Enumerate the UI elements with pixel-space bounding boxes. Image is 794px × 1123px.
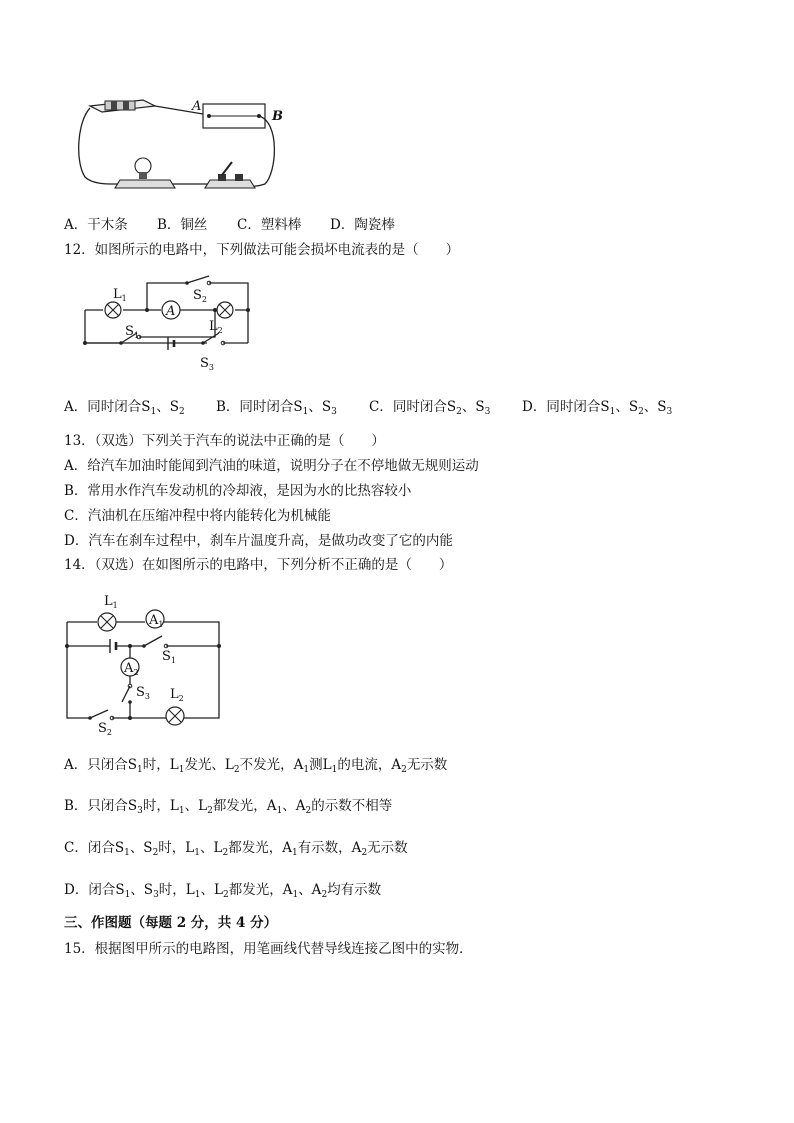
lamp (115, 158, 175, 188)
option-subscript: 1 (178, 806, 185, 816)
option-text-segment: 的示数不相等 (311, 798, 393, 814)
q12-option-b[interactable]: B．同时闭合$S_1$、$S_3$ (216, 399, 337, 417)
option-text-segment: 无示数 (367, 840, 408, 856)
option-subscript: 1 (331, 765, 338, 775)
option-subscript: 2 (321, 890, 328, 900)
label-b: B (272, 109, 283, 124)
lamp-l2 (166, 707, 184, 725)
option-text-segment: A．只闭合S (64, 757, 137, 773)
ammeter-label: A (166, 304, 176, 319)
option-subscript: 1 (194, 848, 200, 858)
option-subscript: 2 (222, 848, 229, 858)
option-text-segment: 时，L (158, 882, 195, 898)
option-text-segment: 测L (309, 757, 332, 773)
option-subscript: 3 (153, 890, 159, 900)
option-text-segment: C．闭合S (64, 840, 125, 856)
option-text-segment: B．只闭合S (64, 798, 138, 814)
q13-option-b[interactable]: B．常用水作汽车发动机的冷却液，是因为水的比热容较小 (64, 483, 412, 499)
option-subscript: 2 (401, 765, 407, 775)
option-subscript: 1 (124, 890, 131, 900)
q11-option-a[interactable]: A．干木条 (64, 217, 128, 233)
label-s2: $S_2$ (98, 721, 112, 737)
option-subscript: 1 (124, 848, 130, 858)
option-subscript: 3 (137, 806, 143, 816)
option-subscript: 2 (222, 890, 229, 900)
label-l2: $L_2$ (209, 319, 223, 335)
option-text-segment: 无示数 (406, 757, 448, 773)
option-text-segment: 、S (129, 840, 153, 856)
lamp-l1 (98, 613, 116, 631)
option-subscript: 2 (207, 806, 213, 816)
option-subscript: 2 (305, 806, 312, 816)
label-s3: $S_3$ (136, 685, 150, 701)
label-s2: $S_2$ (193, 288, 207, 304)
q13-option-d[interactable]: D．汽车在刹车过程中，刹车片温度升高，是做功改变了它的内能 (64, 533, 453, 549)
option-subscript: 1 (291, 848, 298, 858)
lamp-l2 (217, 302, 233, 318)
option-text-segment: 都发光，A (228, 840, 292, 856)
label-a2: $A_2$ (124, 661, 139, 677)
q12-circuit-diagram (75, 275, 275, 375)
q13-option-a[interactable]: A．给汽车加油时能闻到汽油的味道，说明分子在不停地做无规则运动 (64, 458, 479, 474)
q12-stem: 12．如图所示的电路中，下列做法可能会损坏电流表的是（ ） (64, 242, 460, 258)
option-text-segment: 有示数，A (297, 840, 362, 856)
label-l1: $L_1$ (104, 594, 118, 610)
q12-option-d[interactable]: D．同时闭合$S_1$、$S_2$、$S_3$ (522, 399, 673, 417)
label-a: A (192, 99, 202, 114)
q14-option-b[interactable] (64, 797, 392, 815)
option-text-segment: 的电流，A (337, 757, 402, 773)
option-subscript: 2 (361, 848, 368, 858)
knife-switch (205, 162, 255, 188)
option-text-segment: 都发光，A (212, 798, 277, 814)
option-subscript: 1 (303, 765, 310, 775)
option-text-segment: 时，L (142, 798, 179, 814)
option-subscript: 1 (292, 890, 299, 900)
q11-option-b[interactable]: B．铜丝 (157, 217, 208, 233)
option-text-segment: 、S (130, 882, 154, 898)
option-subscript: 2 (152, 848, 159, 858)
q12-option-c[interactable]: C．同时闭合$S_2$、$S_3$ (369, 399, 491, 417)
option-text-segment: 时，L (142, 757, 179, 773)
option-text-segment: 都发光，A (228, 882, 293, 898)
option-text-segment: 、L (184, 798, 208, 814)
section-title: 三、作图题（每题 2 分，共 4 分） (64, 915, 278, 931)
battery-box (90, 100, 155, 112)
label-l2: $L_2$ (170, 687, 184, 703)
label-s1: $S_1$ (162, 649, 176, 665)
option-subscript: 1 (276, 806, 283, 816)
option-text-segment: 发光、L (184, 757, 234, 773)
label-s1: $S_1$ (125, 324, 139, 340)
option-subscript: 2 (233, 765, 240, 775)
option-subscript: 1 (178, 765, 185, 775)
lamp-l1 (105, 302, 121, 318)
q11-option-d[interactable]: D．陶瓷棒 (330, 217, 395, 233)
option-text-segment: 均有示数 (327, 882, 382, 898)
q14-option-c[interactable] (64, 839, 408, 857)
option-text-segment: 、L (200, 840, 223, 856)
q14-stem: 14．（双选）在如图所示的电路中，下列分析不正确的是（ ） (64, 557, 453, 573)
option-text-segment: 、A (282, 798, 306, 814)
q14-option-d[interactable] (64, 881, 381, 899)
option-text-segment: 不发光，A (239, 757, 304, 773)
q15-stem: 15．根据图甲所示的电路图，用笔画线代替导线连接乙图中的实物． (64, 941, 473, 957)
option-text-segment: 、L (200, 882, 223, 898)
option-text-segment: 时，L (158, 840, 195, 856)
label-l1: $L_1$ (113, 287, 127, 303)
q13-stem: 13．（双选）下列关于汽车的说法中正确的是（ ） (64, 433, 385, 449)
option-subscript: 1 (137, 765, 143, 775)
label-a1: $A_1$ (149, 613, 164, 629)
q11-option-c[interactable]: C．塑料棒 (237, 217, 302, 233)
option-subscript: 1 (194, 890, 201, 900)
q11-circuit-figure (75, 92, 375, 212)
label-s3: $S_3$ (200, 356, 214, 372)
q14-circuit-diagram (62, 590, 232, 737)
q13-option-c[interactable]: C．汽油机在压缩冲程中将内能转化为机械能 (64, 508, 331, 524)
test-board (203, 104, 265, 128)
q14-option-a[interactable] (64, 756, 447, 774)
option-text-segment: D．闭合S (64, 882, 125, 898)
option-text-segment: 、A (298, 882, 322, 898)
q12-option-a[interactable]: A．同时闭合$S_1$、$S_2$ (64, 399, 185, 417)
